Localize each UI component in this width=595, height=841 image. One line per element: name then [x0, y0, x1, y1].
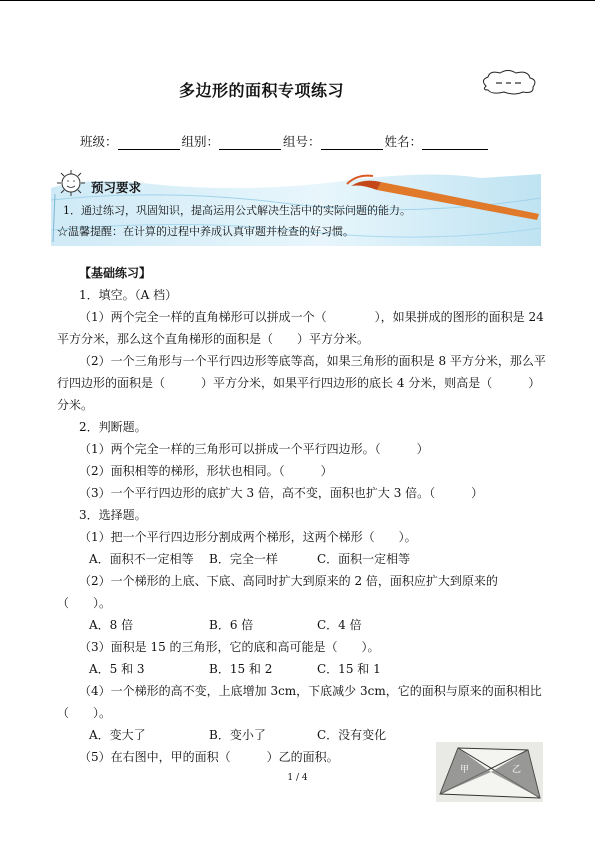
q3-item-1: （1）把一个平行四边形分割成两个梯形，这两个梯形（ ）。	[79, 530, 417, 544]
group-no-field[interactable]	[321, 137, 383, 150]
class-label: 班级：	[80, 134, 118, 149]
page-title: 多边形的面积专项练习	[178, 81, 344, 100]
option-a[interactable]: A．5 和 3	[89, 662, 145, 676]
option-b[interactable]: B．完全一样	[209, 552, 278, 566]
q2-title: 2．判断题。	[79, 420, 147, 434]
q3-item-2-options	[57, 614, 547, 636]
preview-goal: 1．通过练习，巩固知识，提高运用公式解决生活中的实际问题的能力。	[63, 204, 411, 217]
q1-title: 1．填空。（A 档）	[79, 288, 178, 302]
q3-item-4: （4）一个梯形的高不变，上底增加 3cm，下底减少 3cm，它的面积与原来的面积相比（ ）。	[57, 684, 542, 720]
sun-doodle-icon	[53, 168, 89, 198]
q2-item-3: （3）一个平行四边形的底扩大 3 倍，高不变，面积也扩大 3 倍。（ ）	[79, 486, 484, 500]
option-c[interactable]: C．没有变化	[317, 728, 387, 742]
option-c[interactable]: C．4 倍	[317, 618, 362, 632]
q1-item-2: （2）一个三角形与一个平行四边形等底等高，如果三角形的面积是 8 平方分米，那么平行四边形的面积是（ ）平方分米，如果平行四边形的底长 4 分米，则高是（ ）分米。	[57, 354, 546, 412]
name-field[interactable]	[422, 137, 488, 150]
q2-item-1: （1）两个完全一样的三角形可以拼成一个平行四边形。（ ）	[79, 442, 429, 456]
page-number: 1 / 4	[287, 773, 308, 783]
q3-item-1-options	[57, 548, 547, 570]
preview-reminder: ☆温馨提醒：在计算的过程中养成认真审题并检查的好习惯。	[57, 225, 354, 238]
group-no-label: 组号：	[283, 134, 321, 149]
label-yi: 乙	[512, 765, 522, 775]
option-a[interactable]: A．8 倍	[89, 618, 134, 632]
student-info-row	[80, 132, 490, 150]
preview-heading: 预习要求	[91, 180, 142, 195]
option-b[interactable]: B．变小了	[209, 728, 266, 742]
preview-requirements-box	[51, 170, 541, 246]
option-b[interactable]: B．15 和 2	[209, 662, 273, 676]
section-title: 【基础练习】	[79, 266, 152, 280]
trapezoid-diagram	[436, 742, 543, 802]
q3-title: 3．选择题。	[79, 508, 147, 522]
q2-item-2: （2）面积相等的梯形，形状也相同。（ ）	[79, 464, 333, 478]
q3-item-5: （5）在右图中，甲的面积（ ）乙的面积。	[79, 750, 339, 764]
label-jia: 甲	[460, 765, 470, 775]
q3-item-2: （2）一个梯形的上底、下底、高同时扩大到原来的 2 倍，面积应扩大到原来的（ ）。	[57, 574, 498, 610]
option-a[interactable]: A．变大了	[89, 728, 146, 742]
name-label: 姓名：	[384, 134, 423, 149]
group-label: 组别：	[181, 134, 220, 149]
group-field[interactable]	[219, 137, 281, 150]
q3-item-3: （3）面积是 15 的三角形，它的底和高可能是（ ）。	[79, 640, 380, 654]
q3-item-3-options	[57, 658, 547, 680]
option-c[interactable]: C．面积一定相等	[317, 552, 411, 566]
q1-item-1: （1）两个完全一样的直角梯形可以拼成一个（ ），如果拼成的图形的面积是 24 平方分米，那么这个直角梯形的面积是（ ）平方分米。	[57, 310, 544, 346]
option-b[interactable]: B．6 倍	[209, 618, 254, 632]
class-field[interactable]	[118, 137, 180, 150]
top-rule	[0, 0, 595, 1]
exercise-content	[57, 262, 547, 768]
trapezoid-figure	[436, 742, 543, 802]
cloud-doodle-icon	[478, 68, 540, 96]
option-c[interactable]: C．15 和 1	[317, 662, 381, 676]
option-a[interactable]: A．面积不一定相等	[89, 552, 194, 566]
